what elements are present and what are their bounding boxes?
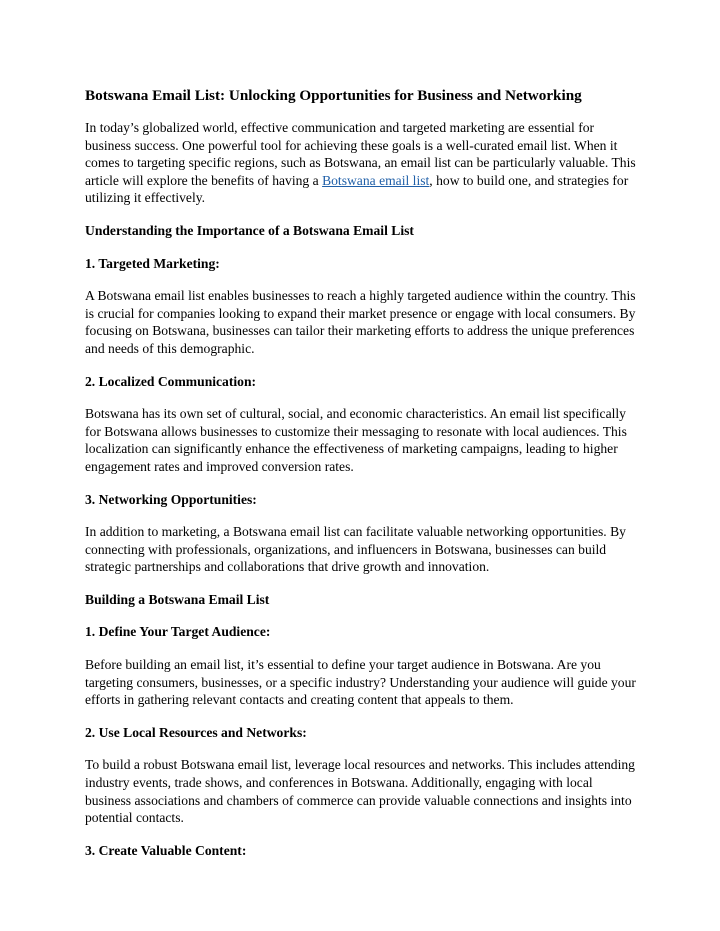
section-heading-building: Building a Botswana Email List: [85, 591, 270, 607]
subheading-networking-opportunities: 3. Networking Opportunities:: [85, 491, 257, 507]
document-title: Botswana Email List: Unlocking Opportunities for Business and Networking: [85, 87, 582, 104]
subheading-local-resources: 2. Use Local Resources and Networks:: [85, 724, 307, 740]
subheading-create-valuable-content: 3. Create Valuable Content:: [85, 842, 247, 858]
section-heading-importance: Understanding the Importance of a Botswana Email List: [85, 222, 414, 238]
botswana-email-list-link[interactable]: Botswana email list: [322, 172, 430, 188]
subheading-define-target-audience: 1. Define Your Target Audience:: [85, 624, 271, 640]
paragraph-local-resources: To build a robust Botswana email list, leverage local resources and networks. This includes attending industry events, trade shows, and conferences in Botswana. Additionally, engaging with local business associations and chambers of commerce can provide valuable connections and insights into potential contacts.: [85, 757, 635, 826]
intro-text-before-link: In today’s globalized world, effective communication and targeted marketing are essential for business success. One powerful tool for achieving these goals is a well-curated email list. When it comes to targeting specific regions, such as Botswana, an email list can be particularly valuable. This article will explore the benefits of having a: [85, 120, 636, 188]
intro-paragraph: [85, 119, 637, 207]
subheading-localized-communication: 2. Localized Communication:: [85, 373, 257, 389]
document-page: [85, 86, 637, 874]
paragraph-networking-opportunities: In addition to marketing, a Botswana email list can facilitate valuable networking opportunities. By connecting with professionals, organizations, and influencers in Botswana, businesses can build strategic partnerships and collaborations that drive growth and innovation.: [85, 524, 626, 575]
paragraph-define-target-audience: Before building an email list, it’s essential to define your target audience in Botswana. Are you targeting consumers, businesses, or a specific industry? Understanding your audience will guide your efforts in gathering relevant contacts and creating content that appeals to them.: [85, 657, 636, 708]
paragraph-localized-communication: Botswana has its own set of cultural, social, and economic characteristics. An email list specifically for Botswana allows businesses to customize their messaging to resonate with local audiences. This localization can significantly enhance the effectiveness of marketing campaigns, leading to higher engagement rates and improved conversion rates.: [85, 406, 627, 474]
intro-text-after-link: , how to build one, and strategies for utilizing it effectively.: [85, 172, 629, 206]
subheading-targeted-marketing: 1. Targeted Marketing:: [85, 255, 220, 271]
paragraph-targeted-marketing: A Botswana email list enables businesses to reach a highly targeted audience within the country. This is crucial for companies looking to expand their market presence or engage with local consumers. By focusing on Botswana, businesses can tailor their marketing efforts to address the unique preferences and needs of this demographic.: [85, 288, 636, 356]
